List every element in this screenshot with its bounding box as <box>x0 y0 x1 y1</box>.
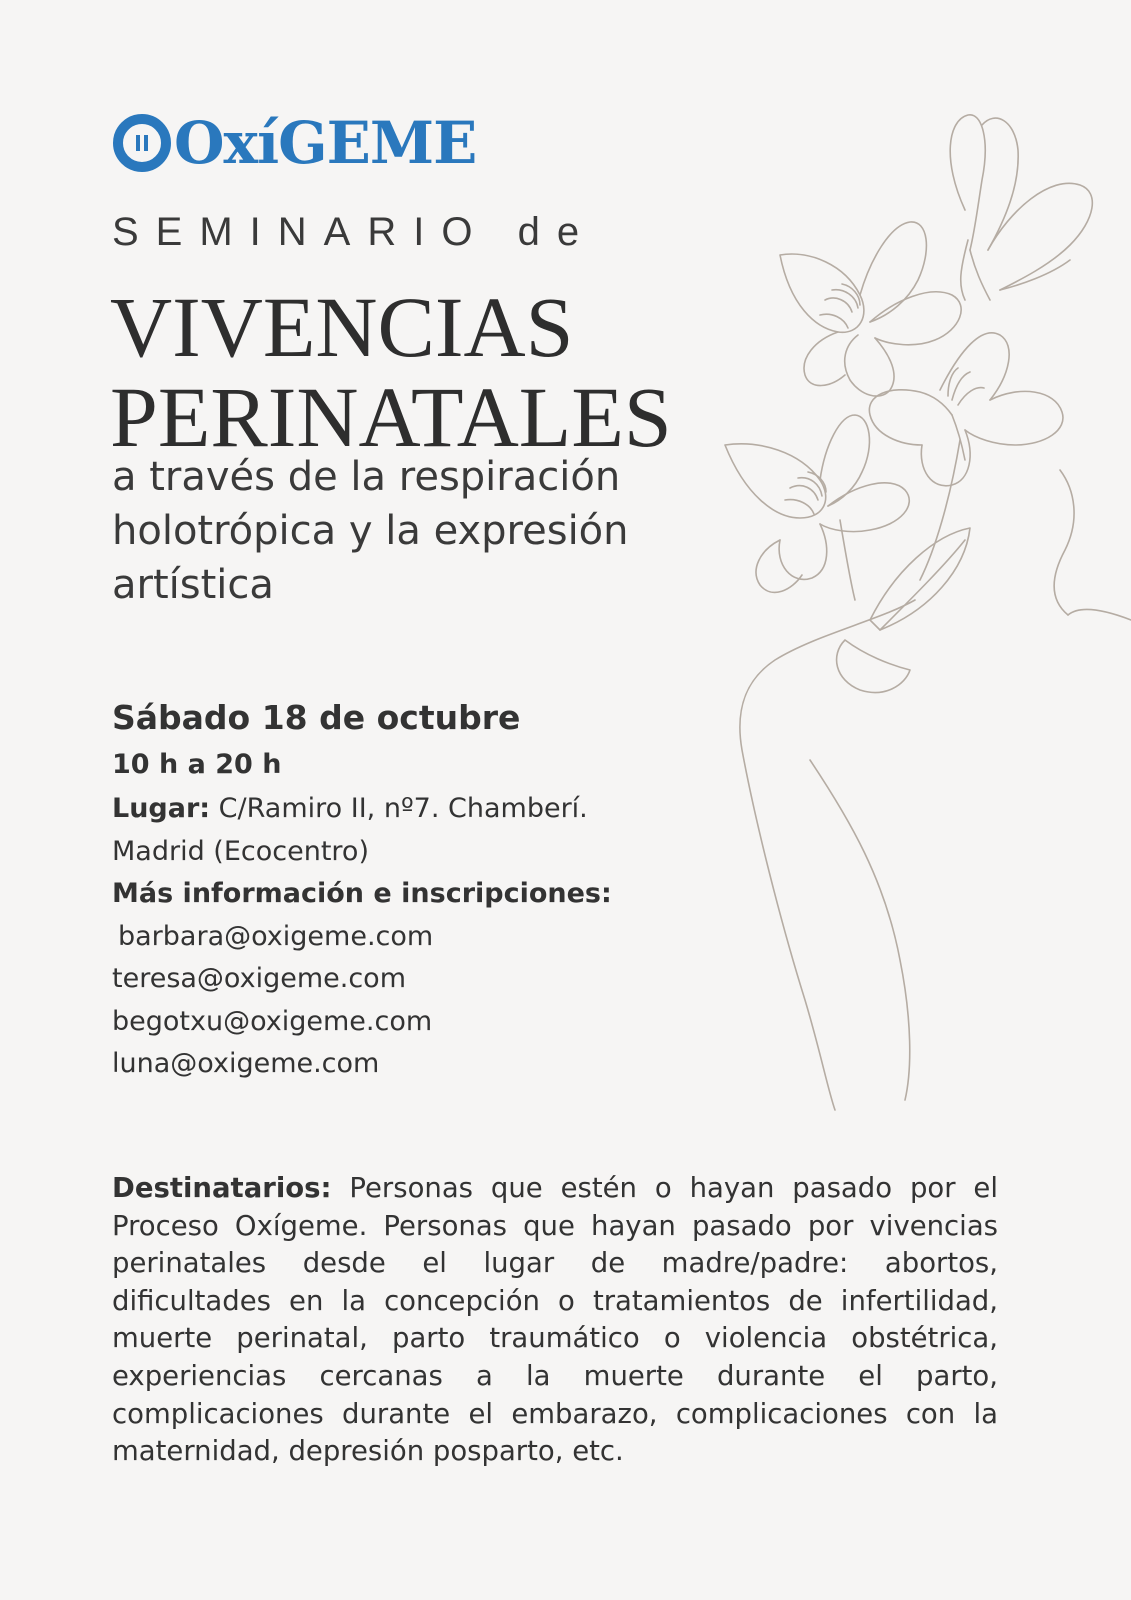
page-subtitle <box>112 450 672 612</box>
seminar-kicker: SEMINARIO de <box>112 210 597 254</box>
location-label: Lugar: <box>112 793 211 824</box>
event-location <box>112 788 732 831</box>
subtitle-rest: través de la respiración holotrópica y la expresión artística <box>112 454 629 608</box>
event-date: Sábado 18 de octubre <box>112 698 521 737</box>
contact-email-luna[interactable]: luna@oxigeme.com <box>112 1048 380 1079</box>
brand-logo-text: OxíGEME <box>174 109 477 177</box>
brand-logo <box>112 110 476 176</box>
subtitle-lead: a <box>112 454 137 500</box>
audience-text: Personas que estén o hayan pasado por el Proceso Oxígeme. Personas que hayan pasado por vivencias perinatales desde el lugar de madre/padre: abortos, dificultades en la concepción o tratamientos de infertilidad, muerte perinatal, parto traumático o violencia obstétrica, experiencias cercanas a la muerte durante el parto, complicaciones durante el embarazo, complicaciones con la maternidad, depresión posparto, etc. <box>112 1172 998 1468</box>
event-time: 10 h a 20 h <box>112 749 282 780</box>
contact-email-barbara[interactable]: barbara@oxigeme.com <box>118 920 434 952</box>
contact-email-begotxu[interactable]: begotxu@oxigeme.com <box>112 1005 433 1037</box>
audience-paragraph <box>112 1170 998 1471</box>
contact-email-list <box>112 916 732 1086</box>
event-location-city: Madrid (Ecocentro) <box>112 835 369 867</box>
audience-label: Destinatarios: <box>112 1172 332 1204</box>
floral-line-art-icon <box>720 100 1131 1130</box>
title-line-1: VIVENCIAS <box>110 279 574 375</box>
brand-logo-icon <box>112 113 172 173</box>
page-title <box>110 279 672 465</box>
location-line-1: C/Ramiro II, nº7. Chamberí. <box>210 793 588 824</box>
title-line-2: PERINATALES <box>110 369 672 465</box>
info-label-text: Más información e inscripciones: <box>112 878 612 909</box>
info-label <box>112 873 732 916</box>
contact-email-teresa[interactable]: teresa@oxigeme.com <box>112 963 407 994</box>
event-details <box>112 694 732 1086</box>
